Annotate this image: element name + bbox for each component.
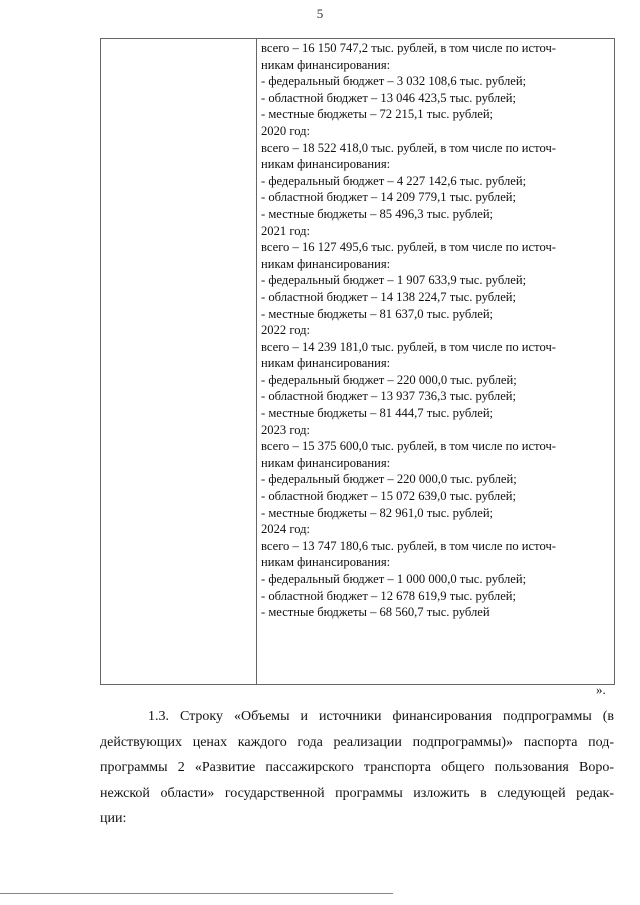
- cell-line: - федеральный бюджет – 220 000,0 тыс. рублей;: [261, 372, 517, 387]
- cell-line: никам финансирования:: [261, 256, 391, 271]
- paragraph-line: 1.3. Строку «Объемы и источники финансирования подпрограммы (в: [148, 709, 614, 724]
- cell-line: - местные бюджеты – 68 560,7 тыс. рублей: [261, 605, 490, 620]
- cell-line: - областной бюджет – 15 072 639,0 тыс. рублей;: [261, 489, 517, 504]
- cell-line: 2023 год:: [261, 422, 311, 437]
- cell-line: - федеральный бюджет – 1 000 000,0 тыс. рублей;: [261, 572, 527, 586]
- cell-line: никам финансирования:: [261, 555, 391, 570]
- cell-line: - местные бюджеты – 82 961,0 тыс. рублей;: [261, 505, 494, 520]
- paragraph-line: нежской области» государственной программы изложить в следующей редак-: [100, 785, 614, 801]
- cell-line: всего – 16 150 747,2 тыс. рублей, в том числе по источ-: [261, 41, 556, 55]
- cell-line: - местные бюджеты – 81 444,7 тыс. рублей;: [261, 406, 494, 421]
- footer-rule: [0, 893, 393, 894]
- cell-line: - местные бюджеты – 81 637,0 тыс. рублей;: [261, 306, 494, 321]
- financing-cell: [261, 40, 611, 621]
- cell-line: никам финансирования:: [261, 356, 391, 371]
- cell-line: - областной бюджет – 12 678 619,9 тыс. рублей;: [261, 588, 517, 603]
- paragraph-line: программы 2 «Развитие пассажирского транспорта общего пользования Воро-: [100, 760, 614, 776]
- amendment-paragraph: [100, 704, 614, 832]
- cell-line: - местные бюджеты – 72 215,1 тыс. рублей;: [261, 107, 494, 122]
- cell-line: всего – 13 747 180,6 тыс. рублей, в том числе по источ-: [261, 538, 556, 553]
- cell-line: - федеральный бюджет – 4 227 142,6 тыс. рублей;: [261, 173, 527, 188]
- cell-line: никам финансирования:: [261, 57, 391, 72]
- cell-line: 2021 год:: [261, 223, 311, 238]
- cell-line: - федеральный бюджет – 220 000,0 тыс. рублей;: [261, 472, 517, 487]
- cell-line: никам финансирования:: [261, 157, 391, 172]
- cell-line: всего – 16 127 495,6 тыс. рублей, в том числе по источ-: [261, 240, 556, 255]
- cell-line: 2020 год:: [261, 123, 311, 138]
- cell-line: 2024 год:: [261, 522, 311, 537]
- cell-line: 2022 год:: [261, 323, 311, 338]
- page-number: 5: [316, 6, 324, 21]
- cell-line: - областной бюджет – 14 138 224,7 тыс. рублей;: [261, 289, 517, 304]
- closing-quote: ».: [596, 682, 606, 697]
- table-column-divider: [256, 39, 257, 684]
- cell-line: - местные бюджеты – 85 496,3 тыс. рублей;: [261, 206, 494, 221]
- cell-line: всего – 14 239 181,0 тыс. рублей, в том числе по источ-: [261, 339, 556, 354]
- cell-line: - областной бюджет – 13 937 736,3 тыс. рублей;: [261, 389, 517, 404]
- paragraph-line: ции:: [100, 811, 127, 827]
- paragraph-line: действующих ценах каждого года реализации подпрограммы)» паспорта под-: [100, 734, 614, 750]
- cell-line: никам финансирования:: [261, 455, 391, 470]
- cell-line: всего – 18 522 418,0 тыс. рублей, в том числе по источ-: [261, 140, 556, 155]
- cell-line: - федеральный бюджет – 1 907 633,9 тыс. рублей;: [261, 273, 527, 288]
- cell-line: - областной бюджет – 13 046 423,5 тыс. рублей;: [261, 90, 517, 105]
- cell-line: всего – 15 375 600,0 тыс. рублей, в том числе по источ-: [261, 439, 556, 454]
- cell-line: - областной бюджет – 14 209 779,1 тыс. рублей;: [261, 190, 517, 205]
- cell-line: - федеральный бюджет – 3 032 108,6 тыс. рублей;: [261, 74, 527, 89]
- financing-table: [100, 38, 615, 685]
